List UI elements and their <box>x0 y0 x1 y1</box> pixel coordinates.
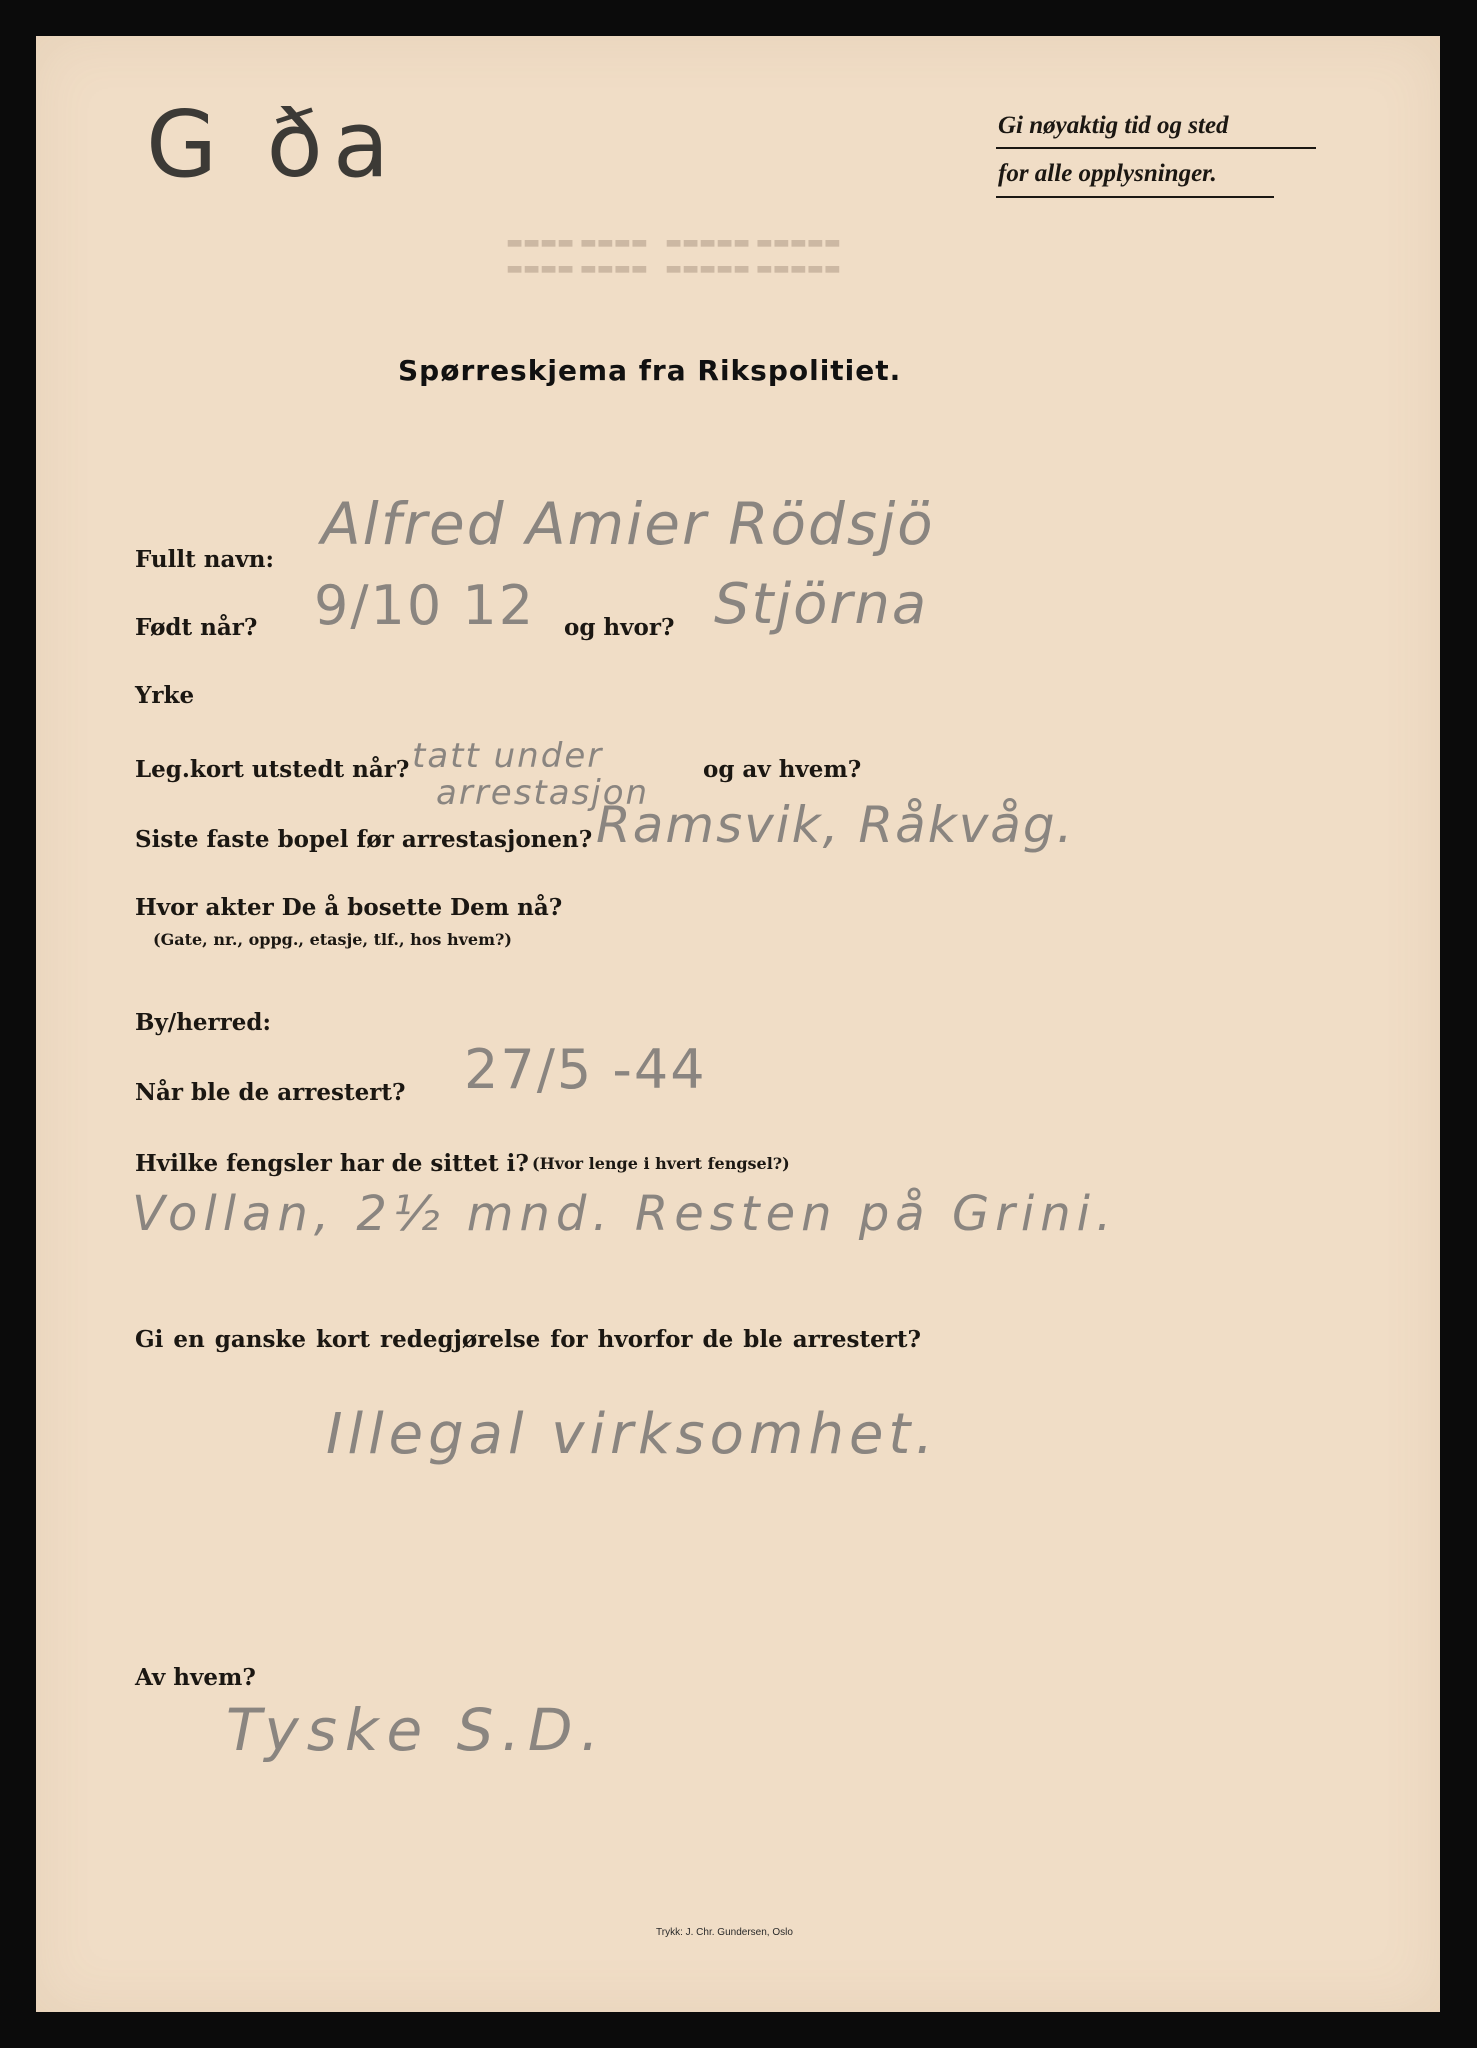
id-card-value-line1: tatt under <box>412 736 604 776</box>
bleed-through-smudge: ▬▬▬▬ ▬▬▬▬ ▬▬▬▬▬ ▬▬▬▬▬ <box>506 232 841 253</box>
prisons-value: Vollan, 2½ mnd. Resten på Grini. <box>132 1186 1118 1242</box>
last-address-label: Siste faste bopel før arrestasjonen? <box>135 826 593 853</box>
born-when-value: 9/10 12 <box>314 574 536 637</box>
settle-label: Hvor akter De å bosette Dem nå? <box>135 894 563 921</box>
prisons-hint: (Hvor lenge i hvert fengsel?) <box>532 1154 790 1173</box>
arrested-when-label: Når ble de arrestert? <box>135 1079 406 1106</box>
form-page <box>36 36 1440 2012</box>
form-title: Spørreskjema fra Rikspolitiet. <box>398 354 902 387</box>
name-label: Fullt navn: <box>135 546 274 573</box>
header-note-rule-2 <box>996 196 1274 198</box>
header-note-line1: Gi nøyaktig tid og sted <box>998 112 1229 139</box>
printer-imprint: Trykk: J. Chr. Gundersen, Oslo <box>656 1927 793 1938</box>
by-whom-label: Av hvem? <box>135 1664 256 1691</box>
id-card-label: Leg.kort utstedt når? <box>135 756 410 783</box>
born-where-value: Stjörna <box>714 572 929 637</box>
corner-handwritten-mark: G ða <box>146 91 400 198</box>
occupation-label: Yrke <box>135 682 195 709</box>
reason-value: Illegal virksomhet. <box>326 1402 939 1467</box>
arrested-when-value: 27/5 -44 <box>464 1038 707 1101</box>
born-when-label: Født når? <box>135 614 258 641</box>
municipality-label: By/herred: <box>135 1009 272 1036</box>
name-value: Alfred Amier Rödsjö <box>321 490 935 558</box>
reason-label: Gi en ganske kort redegjørelse for hvorfor de ble arrestert? <box>135 1326 921 1353</box>
by-whom-value: Tyske S.D. <box>226 1696 607 1764</box>
last-address-value: Ramsvik, Råkvåg. <box>596 796 1075 854</box>
born-where-label: og hvor? <box>564 614 675 641</box>
header-note-line2: for alle opplysninger. <box>998 160 1217 187</box>
id-card-by-label: og av hvem? <box>703 756 862 783</box>
prisons-label: Hvilke fengsler har de sittet i? <box>135 1150 529 1177</box>
bleed-through-smudge: ▬▬▬▬ ▬▬▬▬ ▬▬▬▬▬ ▬▬▬▬▬ <box>506 258 841 279</box>
header-note-rule-1 <box>996 147 1316 149</box>
id-card-value-line2: arrestasjon <box>436 773 650 813</box>
settle-hint: (Gate, nr., oppg., etasje, tlf., hos hvem?) <box>153 930 512 949</box>
